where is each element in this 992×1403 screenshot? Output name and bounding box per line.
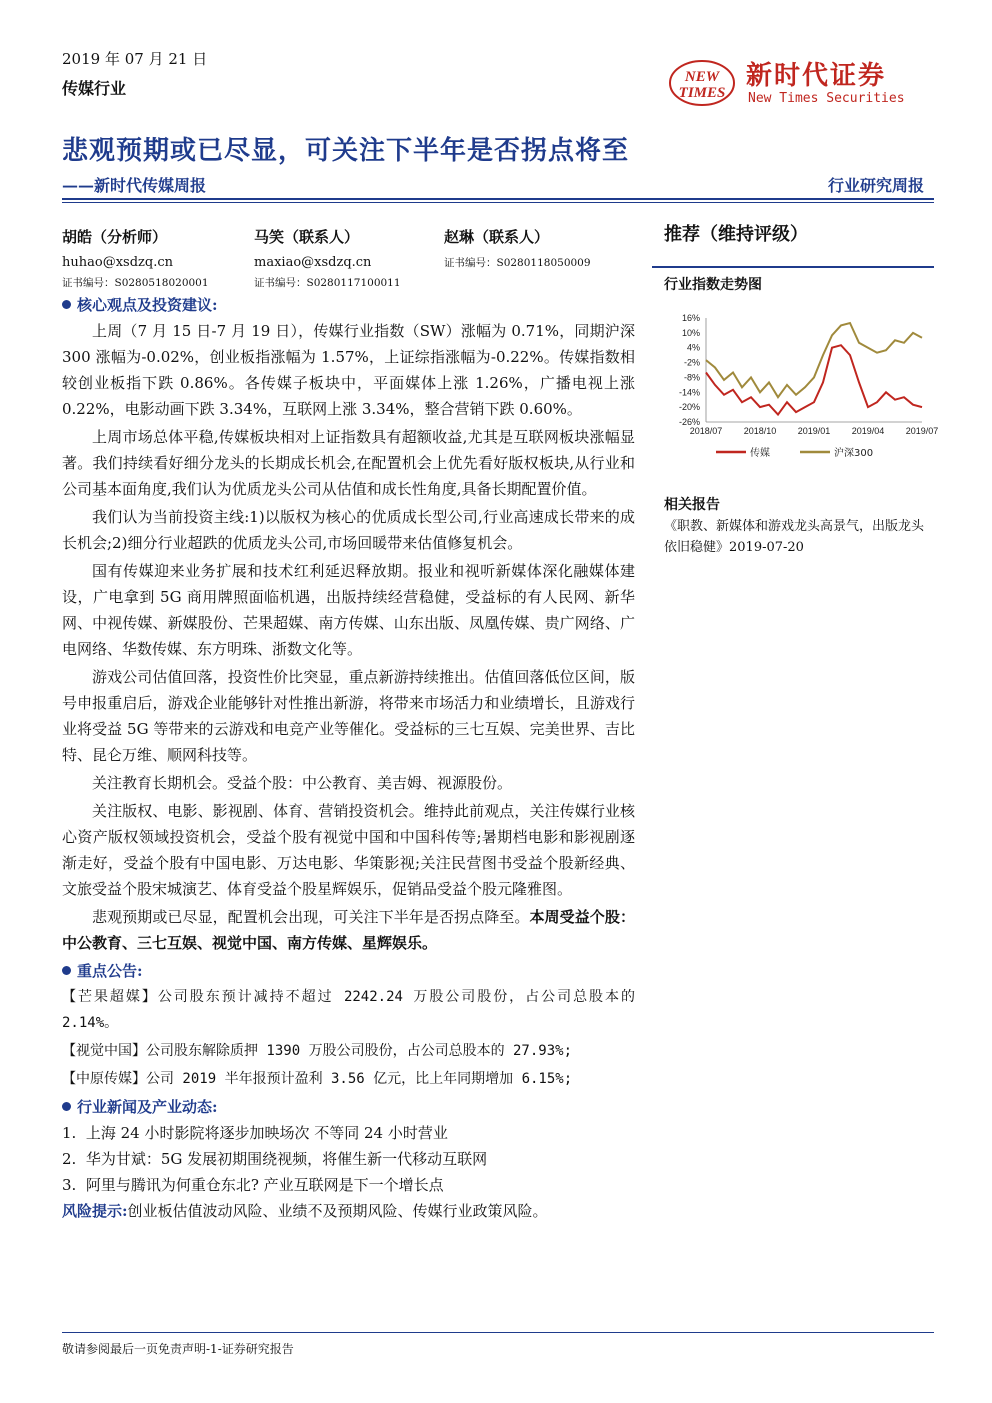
logo-mark-bottom: TIMES <box>678 85 726 101</box>
bullet-dot-icon <box>62 1102 71 1111</box>
conclusion-paragraph <box>62 904 635 956</box>
legend-label: 沪深300 <box>834 448 874 459</box>
logo-mark-top: NEW <box>684 69 720 85</box>
index-trend-chart <box>664 310 939 470</box>
news-item: 3. 阿里与腾讯为何重仓东北? 产业互联网是下一个增长点 <box>62 1176 444 1194</box>
footer-rule <box>62 1332 934 1333</box>
bullet-dot-icon <box>62 966 71 975</box>
y-tick-label: 4% <box>686 342 700 353</box>
core-section-heading <box>62 292 635 318</box>
new-times-logo-mark <box>668 55 736 111</box>
related-report-item[interactable]: 《职教、新媒体和游戏龙头高景气，出版龙头依旧稳健》2019-07-20 <box>664 519 925 555</box>
body-paragraph: 上周（7 月 15 日-7 月 19 日），传媒行业指数（SW）涨幅为 0.71%，同期沪深 300 涨幅为-0.02%，创业板指涨幅为 1.57%，上证综指涨幅为-0.22%。传媒指数相较创业板指下跌 0.86%。各传媒子板块中，平面媒体上涨 1.26%，广播电视上涨 0.22%，电影动画下跌 3.34%，互联网上涨 3.34%，整合营销下跌 0.60%。 <box>62 322 635 418</box>
logo-cn-text: 新时代证券 <box>746 61 887 91</box>
header-rule-thin <box>62 202 934 203</box>
x-axis-ticks <box>690 426 939 436</box>
y-tick-label: -14% <box>678 387 700 398</box>
risk-body: 创业板估值波动风险、业绩不及预期风险、传媒行业政策风险。 <box>127 1202 548 1220</box>
analyst-3 <box>444 226 591 270</box>
bullet-dot-icon <box>62 300 71 309</box>
report-title: 悲观预期或已尽显，可关注下半年是否拐点将至 <box>62 136 630 166</box>
conclusion-picks: 本周受益个股：中公教育、三七互娱、视觉中国、南方传媒、星辉娱乐。 <box>62 908 635 952</box>
announcement-item: 【芒果超媒】公司股东预计减持不超过 2242.24 万股公司股份，占公司总股本的 2.14%。 <box>62 989 635 1031</box>
report-subtitle: ——新时代传媒周报 <box>62 176 207 195</box>
chart-legend <box>716 446 873 459</box>
body-paragraph: 关注版权、电影、影视剧、体育、营销投资机会。维持此前观点，关注传媒行业核心资产版权领域投资机会，受益个股有视觉中国和中国科传等;暑期档电影和影视剧逐渐走好，受益个股有中国电影、万达电影、华策影视;关注民营图书受益个股新经典、文旅受益个股宋城演艺、体育受益个股星辉娱乐，促销品受益个股元隆雅图。 <box>62 802 635 898</box>
analyst-name: 马笑（联系人） <box>254 228 360 246</box>
rating-block <box>664 220 934 246</box>
announcement-item: 【中原传媒】公司 2019 半年报预计盈利 3.56 亿元，比上年同期增加 6.15%; <box>62 1071 573 1087</box>
news-item: 2. 华为甘斌：5G 发展初期围绕视频，将催生新一代移动互联网 <box>62 1150 488 1168</box>
rating-rule <box>652 266 934 268</box>
announcement-section-title: 重点公告: <box>77 962 143 980</box>
core-section-title: 核心观点及投资建议: <box>77 296 218 314</box>
announcement-section-heading <box>62 958 635 984</box>
x-tick-label: 2019/04 <box>851 426 885 436</box>
legend-label: 传媒 <box>750 448 770 459</box>
body-paragraph: 游戏公司估值回落，投资性价比突显，重点新游持续推出。估值回落低位区间，版号申报重启后，游戏企业能够针对性推出新游，将带来市场活力和业绩增长，且游戏行业将受益 5G 等带来的云游戏和电竞产业等催化。受益标的三七互娱、完美世界、吉比特、昆仑万维、顺网科技等。 <box>62 668 635 764</box>
body-paragraph: 上周市场总体平稳,传媒板块相对上证指数具有超额收益,尤其是互联网板块涨幅显著。我们持续看好细分龙头的长期成长机会,在配置机会上优先看好版权板块,从行业和公司基本面角度,我们认为优质龙头公司从估值和成长性角度,具备长期配置价值。 <box>62 428 635 498</box>
header-rule <box>62 198 934 200</box>
report-type: 行业研究周报 <box>827 176 924 195</box>
y-tick-label: -8% <box>683 372 700 383</box>
y-tick-label: -2% <box>683 357 700 368</box>
recommendation: 推荐（维持评级） <box>664 224 808 245</box>
related-reports-title: 相关报告 <box>664 497 720 513</box>
body-paragraph: 国有传媒迎来业务扩展和技术红利延迟释放期。报业和视听新媒体深化融媒体建设，广电拿到 5G 商用牌照面临机遇，出版持续经营稳健，受益标的有人民网、新华网、中视传媒、新媒股份、芒果超媒、南方传媒、山东出版、凤凰传媒、贵广网络、广电网络、华数传媒、东方明珠、浙数文化等。 <box>62 562 635 658</box>
x-tick-label: 2018/10 <box>743 426 777 436</box>
logo-en-text: New Times Securities <box>748 91 905 106</box>
analyst-1 <box>62 226 209 290</box>
analyst-name: 赵琳（联系人） <box>444 228 550 246</box>
analyst-email[interactable]: maxiao@xsdzq.cn <box>254 255 372 270</box>
news-item: 1. 上海 24 小时影院将逐步加映场次 不等同 24 小时营业 <box>62 1124 448 1142</box>
series-line-沪深300 <box>706 323 922 397</box>
analyst-email[interactable]: huhao@xsdzq.cn <box>62 255 173 270</box>
report-date: 2019 年 07 月 21 日 <box>62 50 208 68</box>
body-paragraph: 我们认为当前投资主线:1)以版权为核心的优质成长型公司,行业高速成长带来的成长机会;2)细分行业超跌的优质龙头公司,市场回暖带来估值修复机会。 <box>62 508 635 552</box>
page-footer: 敬请参阅最后一页免责声明-1-证券研究报告 <box>62 1342 294 1356</box>
industry-label: 传媒行业 <box>62 79 127 98</box>
announcement-item: 【视觉中国】公司股东解除质押 1390 万股公司股份，占公司总股本的 27.93%; <box>62 1043 573 1059</box>
analyst-2 <box>254 226 401 290</box>
series-lines <box>706 323 922 415</box>
x-tick-label: 2018/07 <box>689 426 723 436</box>
main-content <box>62 292 635 1224</box>
conclusion-text: 悲观预期或已尽显，配置机会出现，可关注下半年是否拐点降至。 <box>92 908 530 926</box>
chart-section-title: 行业指数走势图 <box>664 277 762 293</box>
risk-line <box>62 1198 635 1224</box>
analyst-cert: 证书编号：S0280518020001 <box>62 277 209 289</box>
company-logo <box>668 55 923 111</box>
news-section-title: 行业新闻及产业动态: <box>77 1098 218 1116</box>
y-tick-label: -20% <box>678 402 700 413</box>
x-tick-label: 2019/07 <box>905 426 939 436</box>
body-paragraph: 关注教育长期机会。受益个股：中公教育、美吉姆、视源股份。 <box>92 774 513 792</box>
y-tick-label: 16% <box>681 313 700 323</box>
news-section-heading <box>62 1094 635 1120</box>
analyst-cert: 证书编号：S0280117100011 <box>254 277 401 289</box>
analyst-name: 胡皓（分析师） <box>62 228 168 246</box>
x-tick-label: 2019/01 <box>797 426 831 436</box>
risk-title: 风险提示: <box>62 1202 128 1220</box>
analyst-cert: 证书编号：S0280118050009 <box>444 257 591 269</box>
y-tick-label: 10% <box>681 327 700 338</box>
y-tick-label: -26% <box>678 417 700 427</box>
